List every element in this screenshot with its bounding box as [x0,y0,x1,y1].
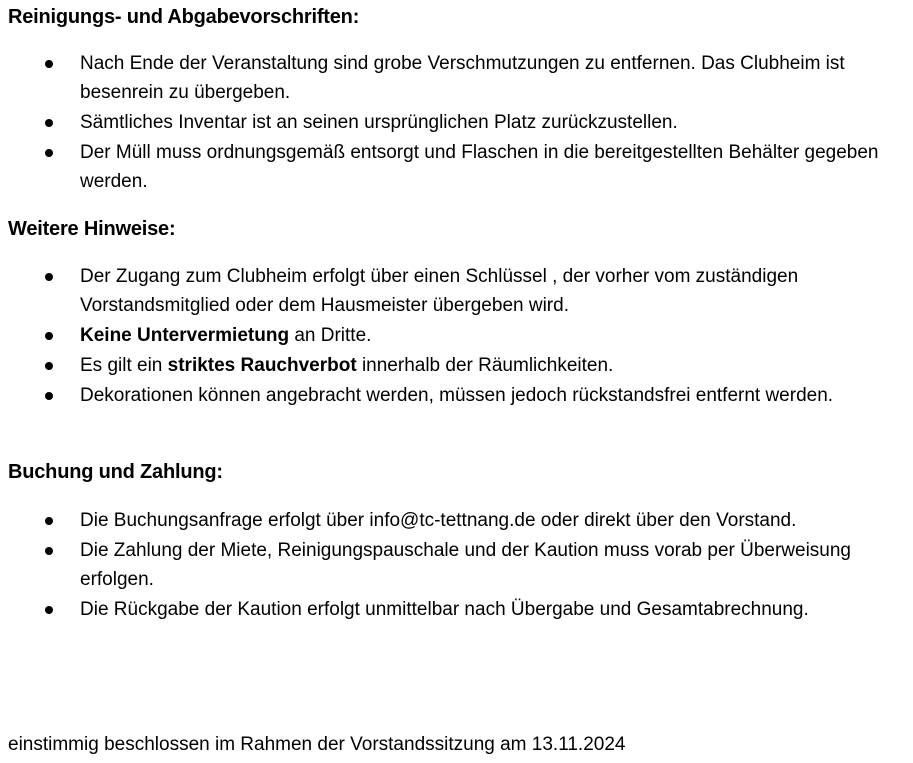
list-item [0,595,913,624]
list-item [0,138,913,196]
bullet-icon [45,547,53,555]
no-sublet-emphasis: Keine Untervermietung [80,325,290,346]
booking-list [0,506,913,625]
list-item [0,506,913,535]
list-item-text: Der Müll muss ordnungsgemäß entsorgt und Flaschen in die bereitgestellten Behälter gegeben werden. [80,142,879,192]
list-item-text [80,325,371,346]
resolution-note: einstimmig beschlossen im Rahmen der Vorstandssitzung am 13.11.2024 [8,734,626,755]
bullet-icon [45,149,53,157]
bullet-icon [45,517,53,525]
notes-list [0,262,913,411]
list-item-text [80,355,613,376]
bullet-icon [45,362,53,370]
list-item [0,381,913,410]
bullet-icon [45,119,53,127]
bullet-icon [45,273,53,281]
list-item-text: Der Zugang zum Clubheim erfolgt über einen Schlüssel , der vorher vom zuständigen Vorstandsmitglied oder dem Hausmeister übergeben wird. [80,266,799,316]
bullet-icon [45,332,53,340]
section-heading-booking: Buchung und Zahlung: [8,461,223,483]
list-item [0,108,913,137]
list-item-text: Die Rückgabe der Kaution erfolgt unmittelbar nach Übergabe und Gesamtabrechnung. [80,599,809,620]
list-item [0,49,913,107]
list-item-text-after: an Dritte. [289,325,372,346]
bullet-icon [45,606,53,614]
smoking-ban-emphasis: striktes Rauchverbot [167,355,357,376]
list-item-text: Die Buchungsanfrage erfolgt über info@tc-tettnang.de oder direkt über den Vorstand. [80,510,797,531]
section-heading-cleaning: Reinigungs- und Abgabevorschriften: [8,6,360,28]
section-heading-notes: Weitere Hinweise: [8,218,176,240]
list-item-text: Sämtliches Inventar ist an seinen ursprünglichen Platz zurückzustellen. [80,112,678,133]
bullet-icon [45,60,53,68]
list-item [0,321,913,350]
cleaning-list [0,49,913,197]
bullet-icon [45,392,53,400]
list-item-text: Nach Ende der Veranstaltung sind grobe Verschmutzungen zu entfernen. Das Clubheim ist besenrein zu übergeben. [80,53,845,103]
list-item [0,262,913,320]
list-item [0,351,913,380]
list-item-text: Dekorationen können angebracht werden, müssen jedoch rückstandsfrei entfernt werden. [80,385,834,406]
list-item-text: Die Zahlung der Miete, Reinigungspauschale und der Kaution muss vorab per Überweisung erfolgen. [80,540,852,590]
list-item [0,536,913,594]
list-item-text-before: Es gilt ein [80,355,168,376]
list-item-text-after: innerhalb der Räumlichkeiten. [356,355,614,376]
